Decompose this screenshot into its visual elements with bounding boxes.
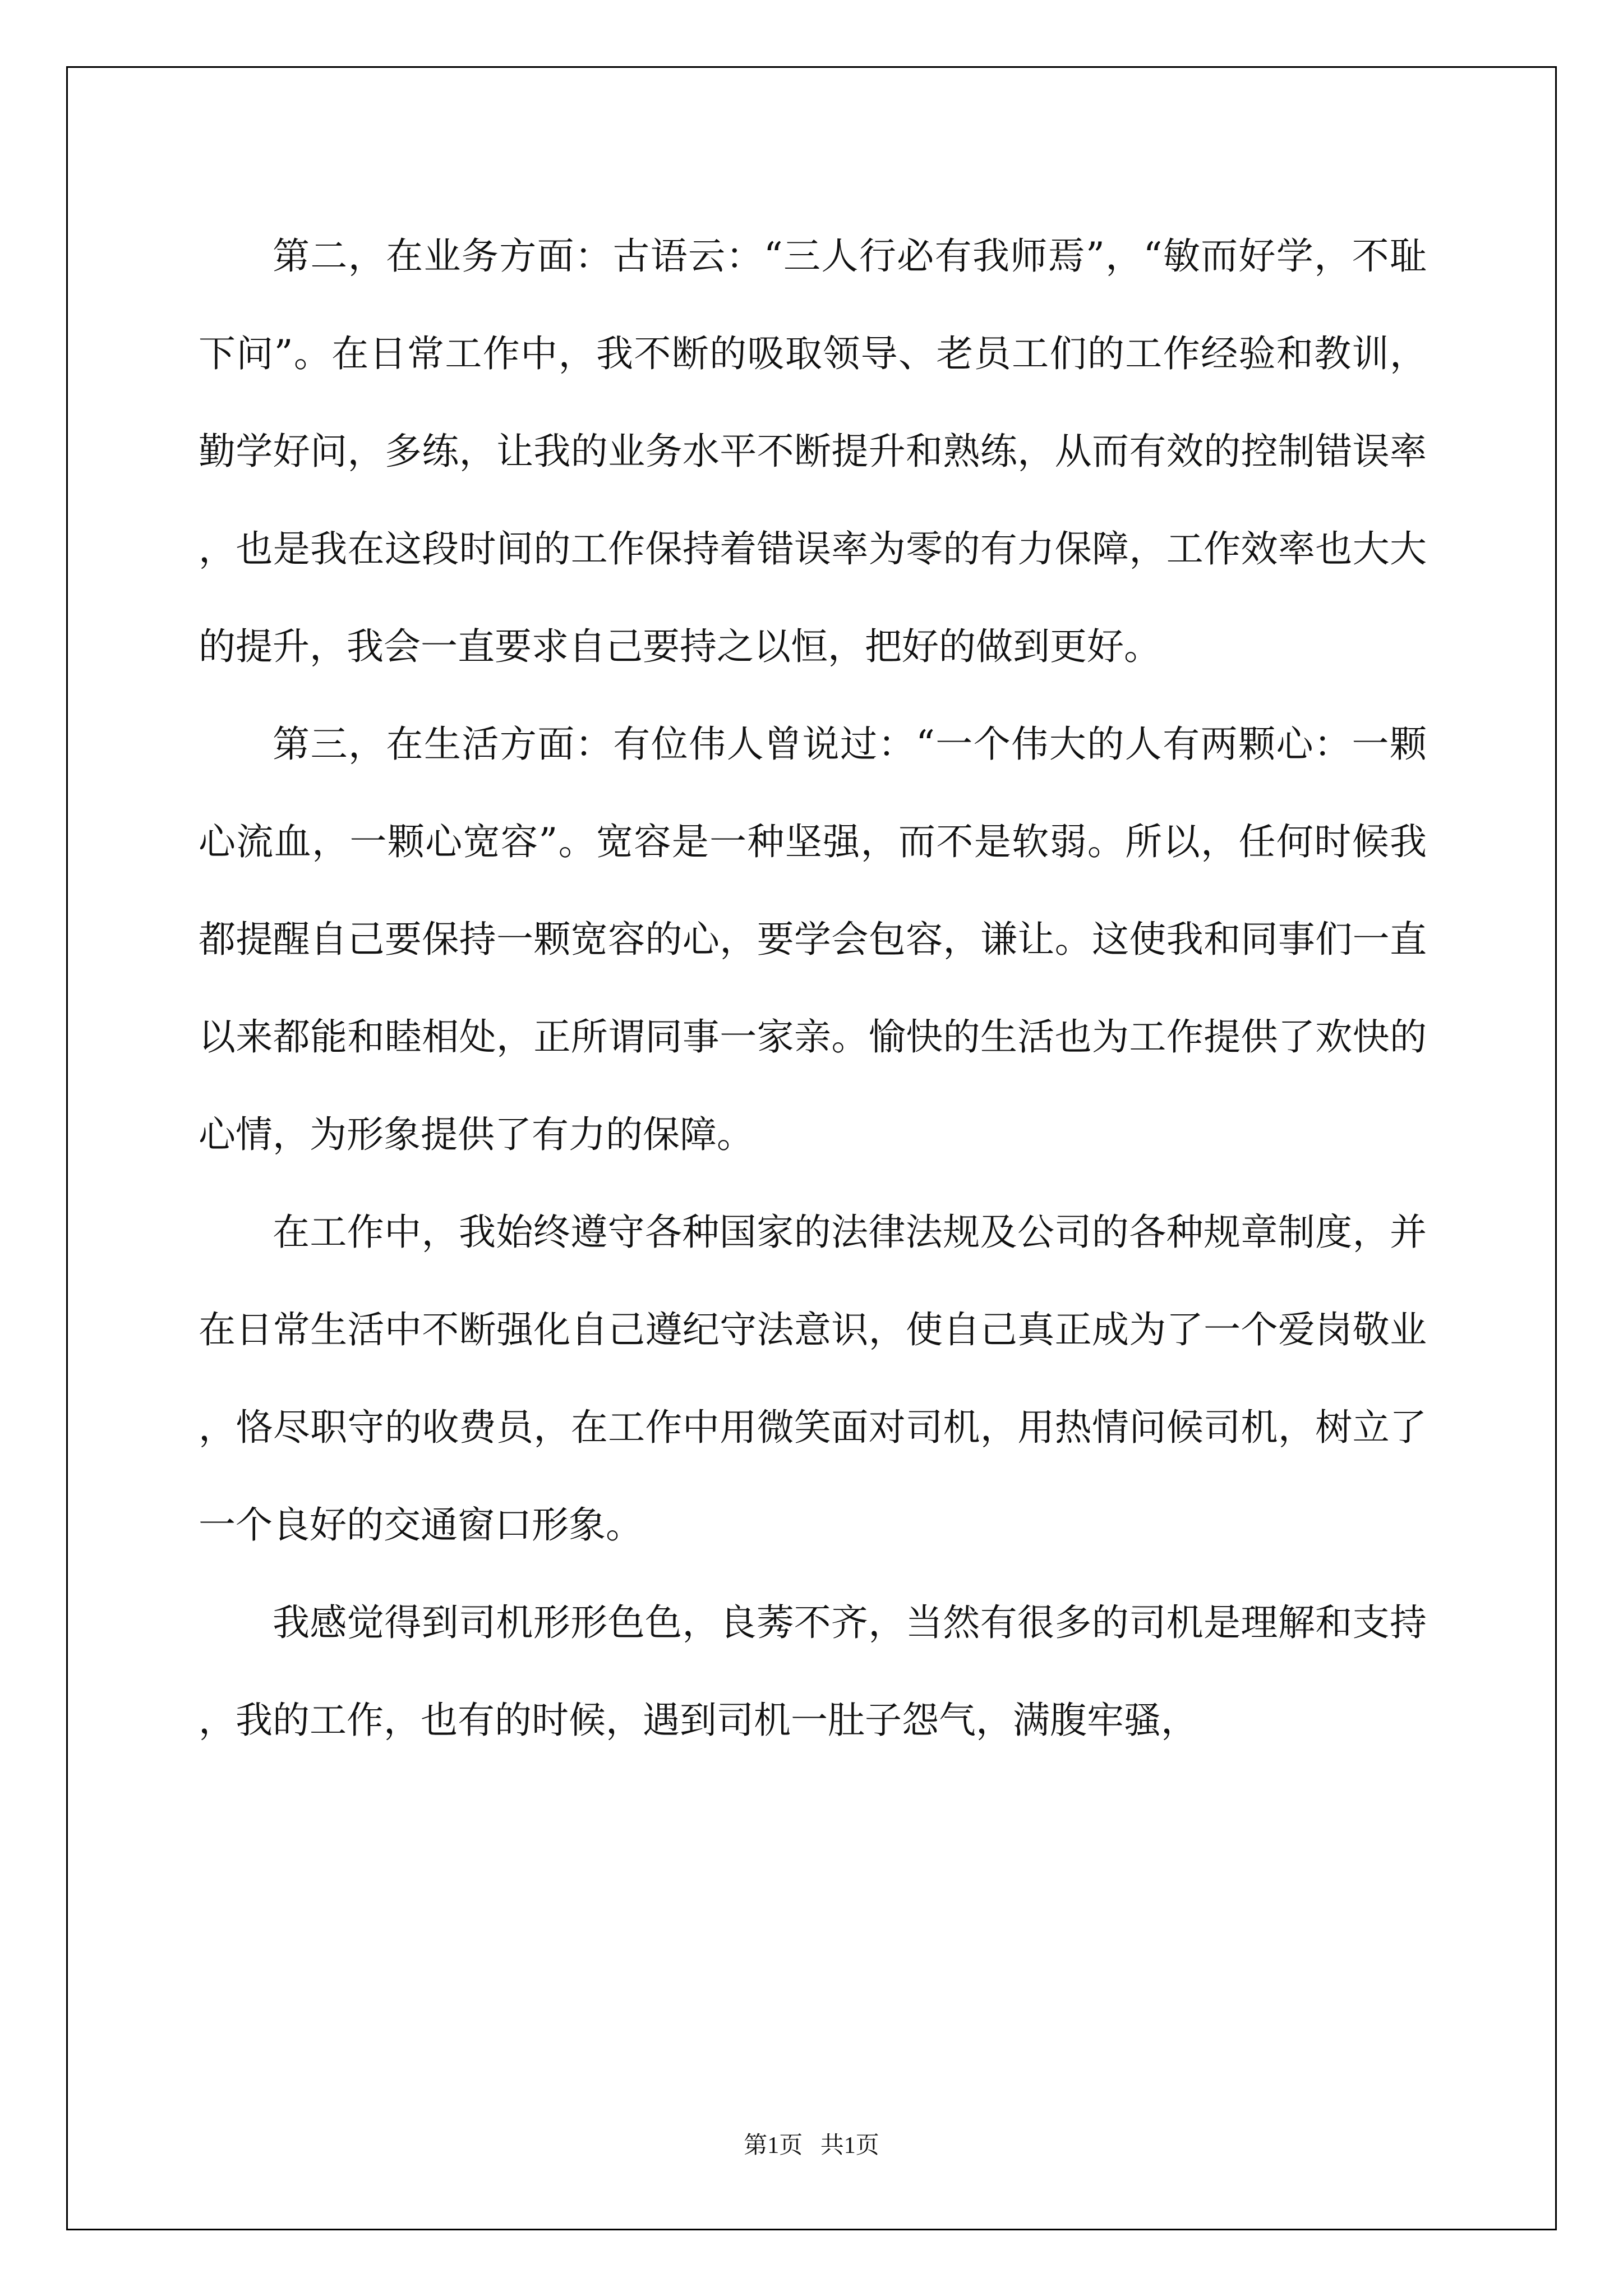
paragraph-drivers: 我感觉得到司机形形色色，良莠不齐，当然有很多的司机是理解和支持，我的工作，也有的时候，遇到司机一肚子怨气，满腹牢骚， — [199, 1601, 1427, 1742]
document-body — [199, 208, 1427, 1769]
page-footer: 第1页 共1页 — [744, 2133, 879, 2159]
paragraph-work-discipline: 在工作中，我始终遵守各种国家的法律法规及公司的各种规章制度，并在日常生活中不断强化自己遵纪守法意识，使自己真正成为了一个爱岗敬业，恪尽职守的收费员，在工作中用微笑面对司机，用热情问候司机，树立了一个良好的交通窗口形象。 — [199, 1211, 1427, 1547]
paragraph-life: 第三，在生活方面：有位伟人曾说过：“一个伟大的人有两颗心：一颗心流血，一颗心宽容”。宽容是一种坚强，而不是软弱。所以，任何时候我都提醒自己要保持一颗宽容的心，要学会包容，谦让。这使我和同事们一直以来都能和睦相处，正所谓同事一家亲。愉快的生活也为工作提供了欢快的心情，为形象提供了有力的保障。 — [199, 723, 1427, 1156]
paragraph-business: 第二，在业务方面：古语云：“三人行必有我师焉”，“敏而好学，不耻下问”。在日常工作中，我不断的吸取领导、老员工们的工作经验和教训，勤学好问，多练，让我的业务水平不断提升和熟练，从而有效的控制错误率，也是我在这段时间的工作保持着错误率为零的有力保障，工作效率也大大的提升，我会一直要求自己要持之以恒，把好的做到更好。 — [199, 234, 1427, 668]
